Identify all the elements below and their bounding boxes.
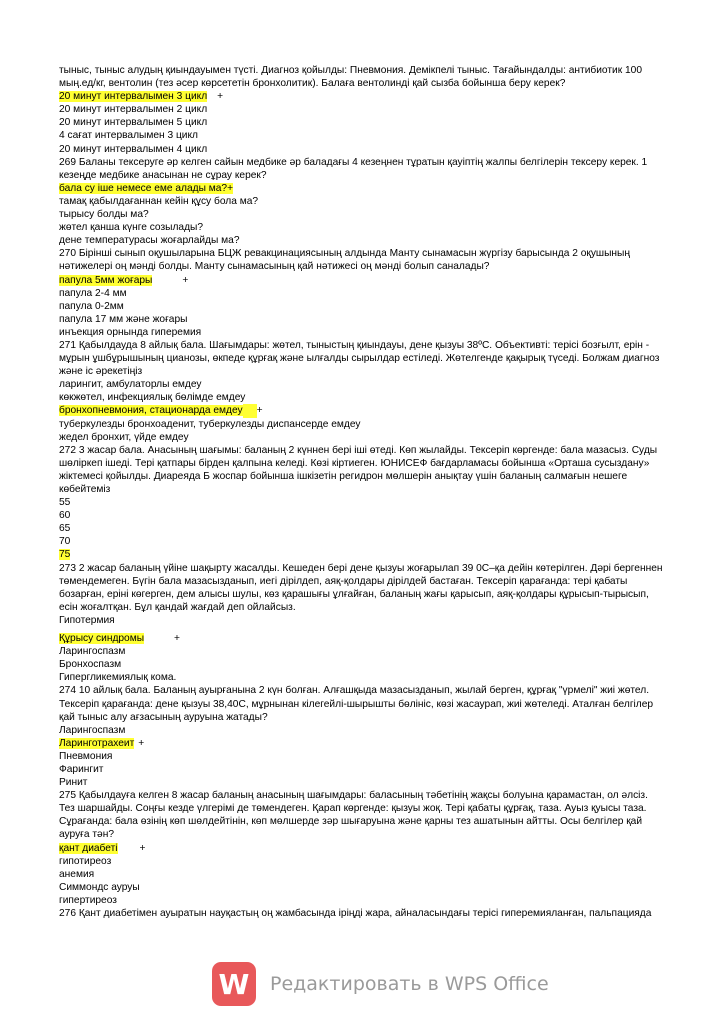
option: инъекция орнында гиперемия <box>59 326 202 338</box>
option: туберкулезды бронхоаденит, туберкулезды диспансерде емдеу <box>59 418 361 430</box>
option: гипотиреоз <box>59 855 112 867</box>
option-correct: 75 <box>59 549 71 561</box>
option-correct: қант диабеті + <box>59 842 146 854</box>
option: дене температурасы жоғарлайды ма? <box>59 235 240 247</box>
options-269 <box>59 182 665 247</box>
options-275 <box>59 842 665 907</box>
option: Ларингоспазм <box>59 724 126 736</box>
option: жедел бронхит, үйде емдеу <box>59 431 189 443</box>
option-correct: бала су ішe немесе еме алады ма?+ <box>59 182 234 194</box>
wps-logo-icon[interactable]: W <box>212 962 256 1006</box>
option: Фарингит <box>59 763 104 775</box>
option: Ринит <box>59 777 88 789</box>
option: Бронхоспазм <box>59 659 122 671</box>
options-intro <box>59 90 665 155</box>
option: Гипотермия <box>59 614 115 626</box>
option: 70 <box>59 536 71 548</box>
option: тырысу болды ма? <box>59 209 149 221</box>
question-276-text: 276 Қант диабетімен ауыратын науқастың оң жамбасында іріңді жара, айналасындағы терісі гиперемияланған, пальпацияда <box>59 908 652 919</box>
question-269-text: 269 Баланы тексеруге әр келген сайын медбике әр баладағы 4 кезеңнен тұратын қауіптің жалпы белгілерін тексеру керек. 1 кезеңде медбике анасынан не сұрау керек? <box>59 156 648 181</box>
option-correct: Ларинготрахеит + <box>59 737 145 749</box>
option-correct: папула 5мм жоғары + <box>59 274 189 286</box>
option: тамақ қабылдағаннан кейін құсу бола ма? <box>59 195 259 207</box>
question-273-text: 273 2 жасар баланың үйіне шақырту жасалды. Кешеден бері дене қызуы жоғарылап 39 0С–қа дейін көтерілген. Дәрі бергеннен төмендемеген. Бүгін бала мазасызданып, иегі дірілдеп, аяқ-қолдары дірілдей бастаған. Тексеріп қарағанда: тері қабаты бозарған, ерiнi көгерген, дем алысы шулы, көз қарашығы ұлғайған, баланың жағы қарысып, аяқ-қолдары құрысып-тырысып, есін жоғалтқан. Бұл қандай жағдай деп ойлайсыз. <box>59 562 663 613</box>
options-271 <box>59 378 665 443</box>
option: Гипергликемиялық кома. <box>59 672 177 684</box>
option: Ларингоспазм <box>59 646 126 658</box>
option: гипертиреоз <box>59 894 117 906</box>
wps-edit-label[interactable]: Редактировать в WPS Office <box>270 973 549 995</box>
option: ларингит, амбулаторлы емдеу <box>59 379 202 391</box>
option: 55 <box>59 497 71 509</box>
option: анемия <box>59 868 95 880</box>
question-272-text: 272 3 жасар бала. Анасының шағымы: баланың 2 күннен бері іші өтеді. Көп жылайды. Тексеріп көргенде: бала мазасыз. Суды шөлiркеп ішеді. Тері қатпары бірден қалпына келеді. Көзі кіртиеген. ЮНИСЕФ бағдарламасы бойынша «Орташа сусыздану» жіктемесі қойылды. Диареяда Б жоспар бойынша ішкізетін регидрон мөлшерін анықтау үшін баланың салмағын нешеге көбейтеміз <box>59 444 658 495</box>
option: папула 2-4 мм <box>59 287 127 299</box>
question-274-text: 274 10 айлық бала. Баланың ауырғанына 2 күн болған. Алғашқыда мазасызданып, жылай берген, құрғақ "үрмелі" жиі жөтел. Тексеріп қарағанда: дене қызуы 38,40С, мұрнынан кілегейлі-шырышты бөлініс, көзі жасаурап, жиі жөтеледі. Аталған белгілер қай тыныс алу ағзасының ауруына жатады? <box>59 685 654 723</box>
question-275-text: 275 Қабылдауға келген 8 жасар баланың анасының шағымдары: баласының тәбетінің жақсы болуына қарамастан, ол әлсіз. Тез шаршайды. Соңғы кезде үлгерімі де төмендеген. Қарап көргенде: қызуы жоқ. Терi қабаты құрғақ, таза. Ауыз қуысы таза. Сұрағанда: бала өзінің көп шөлдейтінін, көп мөлшерде зәр шығаруына және қарны тез ашатынын айтты. Осы белгілер қай ауруға тән? <box>59 790 648 841</box>
options-273 <box>59 614 665 684</box>
question-270-text: 270 Бірінші сынып оқушыларына БЦЖ ревакцинациясының алдында Манту сынамасын жүргізу барысында 2 оқушының нәтижелері оң мәнді болды. Манту сынамасының қай нәтижесі оң мәнді болып саналады? <box>59 248 630 273</box>
option: 65 <box>59 523 71 535</box>
question-intro-text: тыныс, тыныс алудың қиындауымен түсті. Диагноз қойылды: Пневмония. Демікпелі тыныс. Тағайындалды: антибиотик 100 мың.ед/кг, вентолин (тез әсер көрсететін бронхолитик). Балаға вентолинді қай сызба бойынша беру керек? <box>59 65 643 90</box>
wps-edit-banner[interactable] <box>212 962 549 1006</box>
option-correct: 20 минут интервалымен 3 цикл + <box>59 91 224 103</box>
option: 20 минут интервалымен 4 цикл <box>59 143 208 155</box>
options-274 <box>59 724 665 789</box>
option: жөтел қанша күнге созылады? <box>59 222 204 234</box>
option: көкжөтел, инфекциялық бөлімде емдеу <box>59 392 246 404</box>
option: 20 минут интервалымен 2 цикл <box>59 104 208 116</box>
document-page <box>59 64 665 920</box>
question-271-text: 271 Қабылдауда 8 айлық бала. Шағымдары: жөтел, тыныстың қиындауы, дене қызуы 38ºС. Объективті: терісі бозғылт, ерін - мұрын ұшбұрышының цианозы, өкпеде құрғақ және ылғалды сырылдар естіледі. Жөтелгенде қақырық түседі. Болжам диагноз және іс әрекетіңіз <box>59 339 660 378</box>
option: 20 минут интервалымен 5 цикл <box>59 117 208 129</box>
options-272 <box>59 496 665 561</box>
option-correct: бронхопневмония, стационарда емдеу + <box>59 405 263 417</box>
options-270 <box>59 274 665 339</box>
option: 4 сағат интервалымен 3 цикл <box>59 130 199 142</box>
option-correct: Құрысу синдромы + <box>59 633 180 645</box>
option: 60 <box>59 510 71 522</box>
option: папула 0-2мм <box>59 300 124 312</box>
option: Симмондс ауруы <box>59 881 140 893</box>
option: папула 17 мм және жоғары <box>59 313 188 325</box>
option: Пневмония <box>59 750 113 762</box>
